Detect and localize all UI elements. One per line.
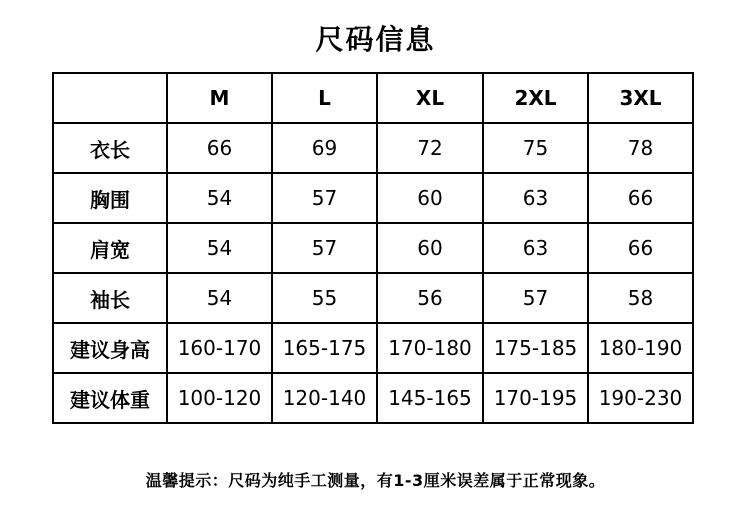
size-header-2xl: 2XL [483,73,588,123]
page-title: 尺码信息 [315,23,436,56]
table-cell: 180-190 [588,323,693,373]
table-cell: 63 [483,223,588,273]
table-cell: 54 [167,273,272,323]
size-header-m: M [167,73,272,123]
table-cell: 72 [377,123,483,173]
table-cell: 58 [588,273,693,323]
row-label: 建议身高 [53,323,167,373]
table-cell: 55 [272,273,377,323]
table-header-row [53,73,693,123]
row-label: 袖长 [53,273,167,323]
table-cell: 63 [483,173,588,223]
table-cell: 54 [167,173,272,223]
table-cell: 190-230 [588,373,693,423]
table-row [53,323,693,373]
table-cell: 54 [167,223,272,273]
table-cell: 66 [588,223,693,273]
size-chart-table [52,72,694,424]
row-label: 胸围 [53,173,167,223]
size-header-3xl: 3XL [588,73,693,123]
table-cell: 175-185 [483,323,588,373]
table-cell: 66 [167,123,272,173]
table-row [53,173,693,223]
size-header-l: L [272,73,377,123]
table-row [53,373,693,423]
table-cell: 69 [272,123,377,173]
table-cell: 57 [272,173,377,223]
size-header-xl: XL [377,73,483,123]
table-cell: 56 [377,273,483,323]
row-label: 肩宽 [53,223,167,273]
table-cell: 100-120 [167,373,272,423]
table-cell: 170-195 [483,373,588,423]
table-cell: 66 [588,173,693,223]
table-corner-cell [53,73,167,123]
table-cell: 165-175 [272,323,377,373]
table-row [53,223,693,273]
table-cell: 57 [272,223,377,273]
table-cell: 170-180 [377,323,483,373]
table-cell: 160-170 [167,323,272,373]
measurement-note: 温馨提示：尺码为纯手工测量，有1-3厘米误差属于正常现象。 [145,471,606,490]
table-row [53,273,693,323]
table-cell: 60 [377,173,483,223]
table-cell: 120-140 [272,373,377,423]
table-cell: 57 [483,273,588,323]
table-cell: 75 [483,123,588,173]
table-cell: 145-165 [377,373,483,423]
row-label: 建议体重 [53,373,167,423]
table-cell: 78 [588,123,693,173]
table-row [53,123,693,173]
table-cell: 60 [377,223,483,273]
row-label: 衣长 [53,123,167,173]
